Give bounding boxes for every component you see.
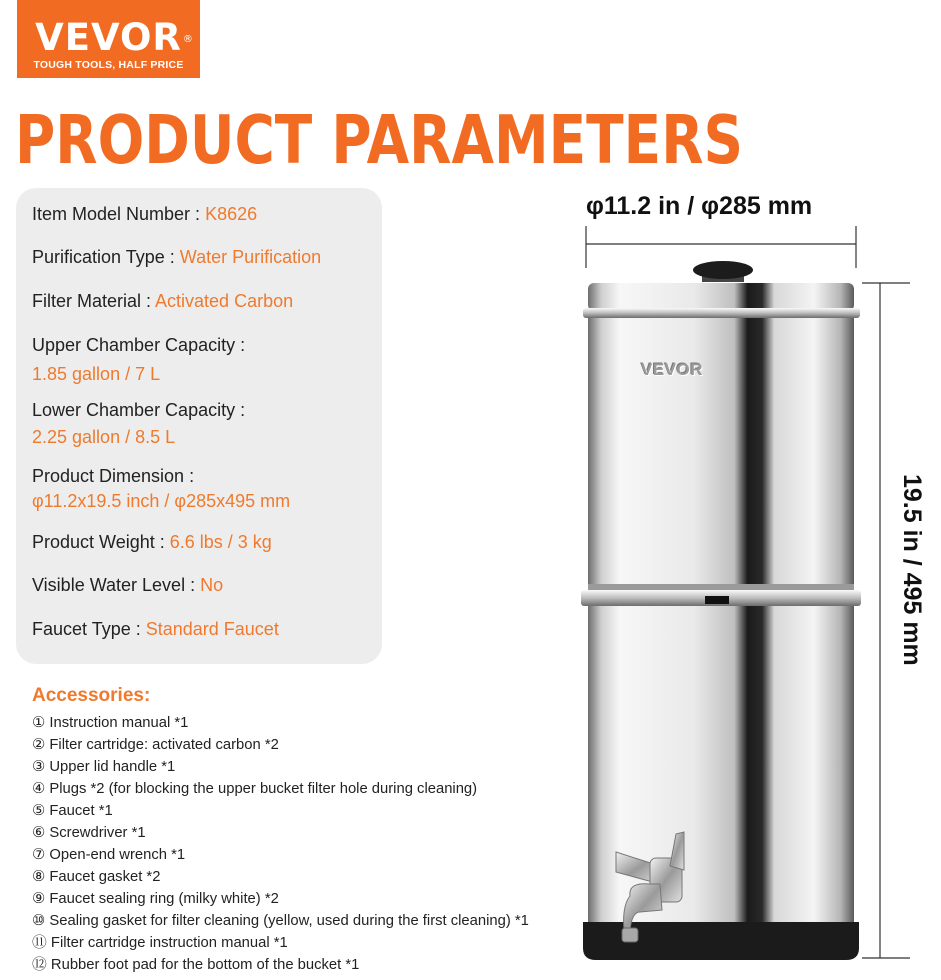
param-dimension-value: φ11.2x19.5 inch / φ285x495 mm	[32, 491, 291, 511]
param-filter-material: Filter Material : Activated Carbon	[32, 291, 294, 311]
upper-lid	[583, 283, 860, 318]
logo-tagline: TOUGH TOOLS, HALF PRICE	[33, 59, 184, 71]
param-purification-type: Purification Type : Water Purification	[32, 247, 322, 267]
width-dimension-label: φ11.2 in / φ285 mm	[586, 192, 813, 220]
logo-reg-mark: ®	[182, 34, 194, 45]
param-faucet-type: Faucet Type : Standard Faucet	[32, 619, 279, 639]
upper-chamber	[588, 318, 854, 586]
param-item-model: Item Model Number : K8626	[32, 204, 258, 224]
lower-chamber	[588, 606, 854, 930]
param-lower-capacity-value: 2.25 gallon / 8.5 L	[32, 427, 176, 447]
chamber-joint-ring	[581, 584, 861, 606]
accessory-item: ② Filter cartridge: activated carbon *2	[32, 737, 279, 753]
logo-brand: VEVOR	[35, 16, 182, 59]
accessory-item: ⑥ Screwdriver *1	[32, 825, 146, 841]
accessory-item: ⑩ Sealing gasket for filter cleaning (yellow, used during the first cleaning) *1	[32, 913, 529, 929]
param-upper-capacity-label: Upper Chamber Capacity :	[32, 335, 246, 355]
param-water-level: Visible Water Level : No	[32, 575, 224, 595]
accessory-item: ⑧ Faucet gasket *2	[32, 869, 161, 885]
accessory-item: ⑫ Rubber foot pad for the bottom of the bucket *1	[32, 957, 360, 973]
param-upper-capacity-value: 1.85 gallon / 7 L	[32, 364, 161, 384]
accessory-item: ③ Upper lid handle *1	[32, 759, 176, 775]
page-title: PRODUCT PARAMETERS	[15, 101, 744, 179]
param-dimension-label: Product Dimension :	[32, 466, 195, 486]
accessory-item: ① Instruction manual *1	[32, 715, 189, 731]
accessory-item: ④ Plugs *2 (for blocking the upper bucket filter hole during cleaning)	[32, 781, 478, 797]
param-weight: Product Weight : 6.6 lbs / 3 kg	[32, 532, 272, 552]
height-dimension-label: 19.5 in / 495 mm	[898, 474, 926, 666]
lid-knob	[693, 261, 753, 282]
chamber-brand-label: VEVOR	[641, 360, 704, 379]
accessories-title: Accessories:	[32, 685, 151, 706]
accessory-item: ⑨ Faucet sealing ring (milky white) *2	[32, 891, 279, 907]
accessory-item: ⑦ Open-end wrench *1	[32, 847, 186, 863]
accessory-item: ⑤ Faucet *1	[32, 803, 113, 819]
accessory-item: ⑪ Filter cartridge instruction manual *1	[32, 935, 288, 951]
param-lower-capacity-label: Lower Chamber Capacity :	[32, 400, 246, 420]
